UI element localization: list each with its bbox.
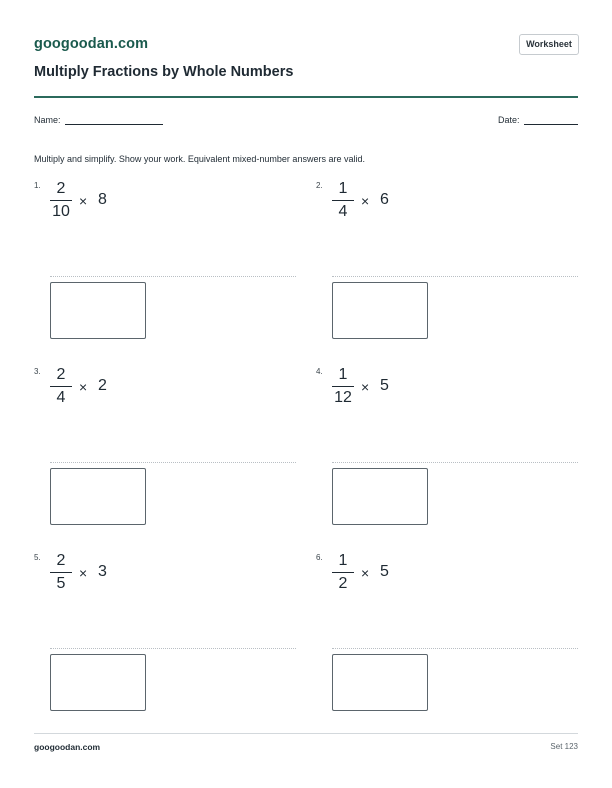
times-sign: ×: [361, 565, 370, 581]
problem-6: [316, 553, 566, 723]
answer-box[interactable]: [332, 468, 428, 525]
problem-number: 4.: [316, 367, 323, 376]
times-sign: ×: [361, 193, 370, 209]
page-title: Multiply Fractions by Whole Numbers: [34, 64, 294, 80]
problem-number: 3.: [34, 367, 41, 376]
fraction-bar: [332, 386, 354, 387]
problem-4: [316, 367, 566, 537]
denominator: 2: [338, 575, 348, 592]
fraction: [50, 365, 72, 408]
work-line: [50, 462, 296, 463]
work-line: [50, 648, 296, 649]
answer-box[interactable]: [50, 654, 146, 711]
answer-box[interactable]: [332, 282, 428, 339]
date-label: Date:: [498, 115, 520, 125]
denominator: 5: [56, 575, 66, 592]
numerator: 1: [338, 180, 348, 197]
answer-box[interactable]: [332, 654, 428, 711]
work-line: [332, 462, 578, 463]
whole-number: 3: [98, 563, 107, 580]
whole-number: 5: [380, 563, 389, 580]
answer-box[interactable]: [50, 282, 146, 339]
problem-5: [34, 553, 284, 723]
worksheet-badge: Worksheet: [519, 34, 579, 55]
denominator: 12: [334, 389, 352, 406]
times-sign: ×: [361, 379, 370, 395]
whole-number: 8: [98, 191, 107, 208]
problem-number: 6.: [316, 553, 323, 562]
numerator: 2: [56, 180, 66, 197]
fraction-bar: [50, 386, 72, 387]
work-line: [50, 276, 296, 277]
times-sign: ×: [79, 193, 88, 209]
numerator: 1: [338, 366, 348, 383]
fraction-bar: [50, 200, 72, 201]
times-sign: ×: [79, 565, 88, 581]
fraction: [332, 551, 354, 594]
footer-site: googoodan.com: [34, 742, 101, 752]
problem-number: 1.: [34, 181, 41, 190]
name-label: Name:: [34, 115, 61, 125]
fraction-bar: [332, 200, 354, 201]
times-sign: ×: [79, 379, 88, 395]
whole-number: 5: [380, 377, 389, 394]
problem-number: 2.: [316, 181, 323, 190]
fraction: [50, 551, 72, 594]
problem-number: 5.: [34, 553, 41, 562]
work-line: [332, 648, 578, 649]
instructions: Multiply and simplify. Show your work. Equivalent mixed-number answers are valid.: [34, 154, 365, 164]
date-field-line[interactable]: [524, 124, 578, 125]
problem-3: [34, 367, 284, 537]
fraction-bar: [50, 572, 72, 573]
fraction: [332, 179, 354, 222]
numerator: 2: [56, 552, 66, 569]
footer-divider: [34, 733, 578, 734]
answer-box[interactable]: [50, 468, 146, 525]
brand-logo-text: googoodan.com: [34, 36, 149, 52]
numerator: 1: [338, 552, 348, 569]
name-field-line[interactable]: [65, 124, 163, 125]
problem-2: [316, 181, 566, 351]
problem-1: [34, 181, 284, 351]
header-divider: [34, 96, 578, 98]
fraction-bar: [332, 572, 354, 573]
whole-number: 6: [380, 191, 389, 208]
work-line: [332, 276, 578, 277]
fraction: [50, 179, 72, 222]
denominator: 4: [56, 389, 66, 406]
denominator: 10: [52, 203, 70, 220]
whole-number: 2: [98, 377, 107, 394]
denominator: 4: [338, 203, 348, 220]
fraction: [332, 365, 354, 408]
footer-set-label: Set 123: [550, 742, 578, 751]
numerator: 2: [56, 366, 66, 383]
